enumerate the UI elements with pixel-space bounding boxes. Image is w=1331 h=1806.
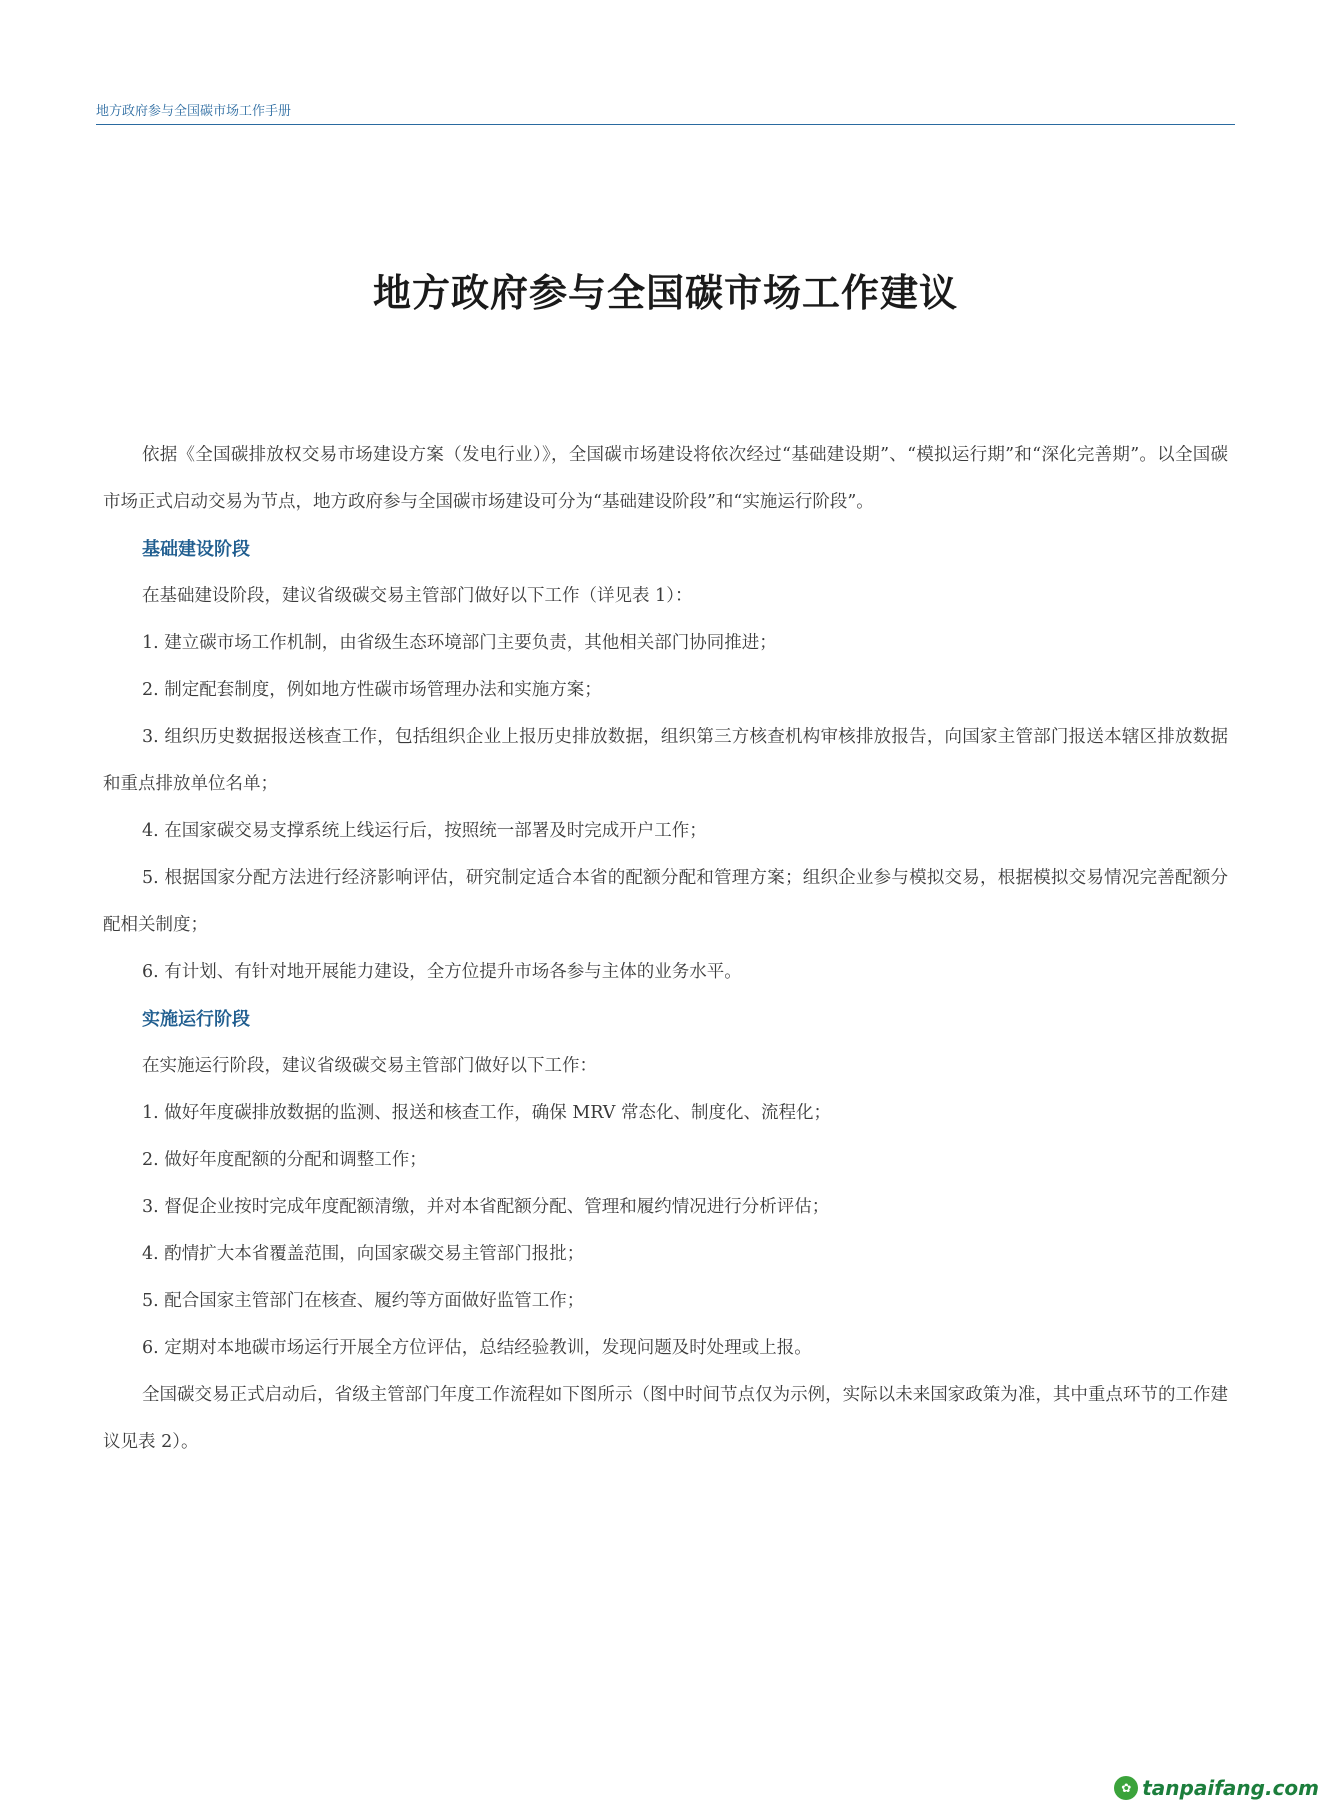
closing-paragraph: 全国碳交易正式启动后，省级主管部门年度工作流程如下图所示（图中时间节点仅为示例，实际以未来国家政策为准，其中重点环节的工作建议见表 2）。 — [103, 1385, 1228, 1452]
site-watermark — [1114, 1776, 1319, 1800]
list-item: 6. 定期对本地碳市场运行开展全方位评估，总结经验教训，发现问题及时处理或上报。 — [142, 1338, 812, 1358]
leaf-logo-icon: ✿ — [1114, 1776, 1138, 1800]
list-item: 6. 有计划、有针对地开展能力建设，全方位提升市场各参与主体的业务水平。 — [142, 962, 742, 982]
list-item: 1. 做好年度碳排放数据的监测、报送和核查工作，确保 MRV 常态化、制度化、流程化； — [142, 1103, 831, 1123]
running-header-title: 地方政府参与全国碳市场工作手册 — [96, 104, 292, 119]
list-item: 4. 在国家碳交易支撑系统上线运行后，按照统一部署及时完成开户工作； — [142, 821, 707, 841]
section-heading-operation: 实施运行阶段 — [142, 1009, 250, 1030]
list-item: 3. 组织历史数据报送核查工作，包括组织企业上报历史排放数据，组织第三方核查机构审核排放报告，向国家主管部门报送本辖区排放数据和重点排放单位名单； — [103, 727, 1228, 794]
list-item: 2. 做好年度配额的分配和调整工作； — [142, 1150, 427, 1170]
list-item: 2. 制定配套制度，例如地方性碳市场管理办法和实施方案； — [142, 680, 602, 700]
section-lead: 在实施运行阶段，建议省级碳交易主管部门做好以下工作： — [142, 1056, 597, 1076]
intro-paragraph: 依据《全国碳排放权交易市场建设方案（发电行业）》，全国碳市场建设将依次经过“基础建设期”、“模拟运行期”和“深化完善期”。以全国碳市场正式启动交易为节点，地方政府参与全国碳市场建设可分为“基础建设阶段”和“实施运行阶段”。 — [103, 445, 1228, 512]
list-item: 1. 建立碳市场工作机制，由省级生态环境部门主要负责，其他相关部门协同推进； — [142, 633, 777, 653]
list-item: 5. 根据国家分配方法进行经济影响评估，研究制定适合本省的配额分配和管理方案；组织企业参与模拟交易，根据模拟交易情况完善配额分配相关制度； — [103, 868, 1228, 935]
list-item: 4. 酌情扩大本省覆盖范围，向国家碳交易主管部门报批； — [142, 1244, 585, 1264]
list-item: 3. 督促企业按时完成年度配额清缴，并对本省配额分配、管理和履约情况进行分析评估； — [142, 1197, 830, 1217]
header-divider — [96, 124, 1235, 125]
section-heading-foundation: 基础建设阶段 — [142, 539, 250, 560]
section-lead: 在基础建设阶段，建议省级碳交易主管部门做好以下工作（详见表 1）： — [142, 586, 693, 606]
list-item: 5. 配合国家主管部门在核查、履约等方面做好监管工作； — [142, 1291, 585, 1311]
document-body — [103, 432, 1228, 1466]
page-title: 地方政府参与全国碳市场工作建议 — [372, 271, 958, 315]
watermark-text: tanpaifang.com — [1142, 1776, 1319, 1800]
